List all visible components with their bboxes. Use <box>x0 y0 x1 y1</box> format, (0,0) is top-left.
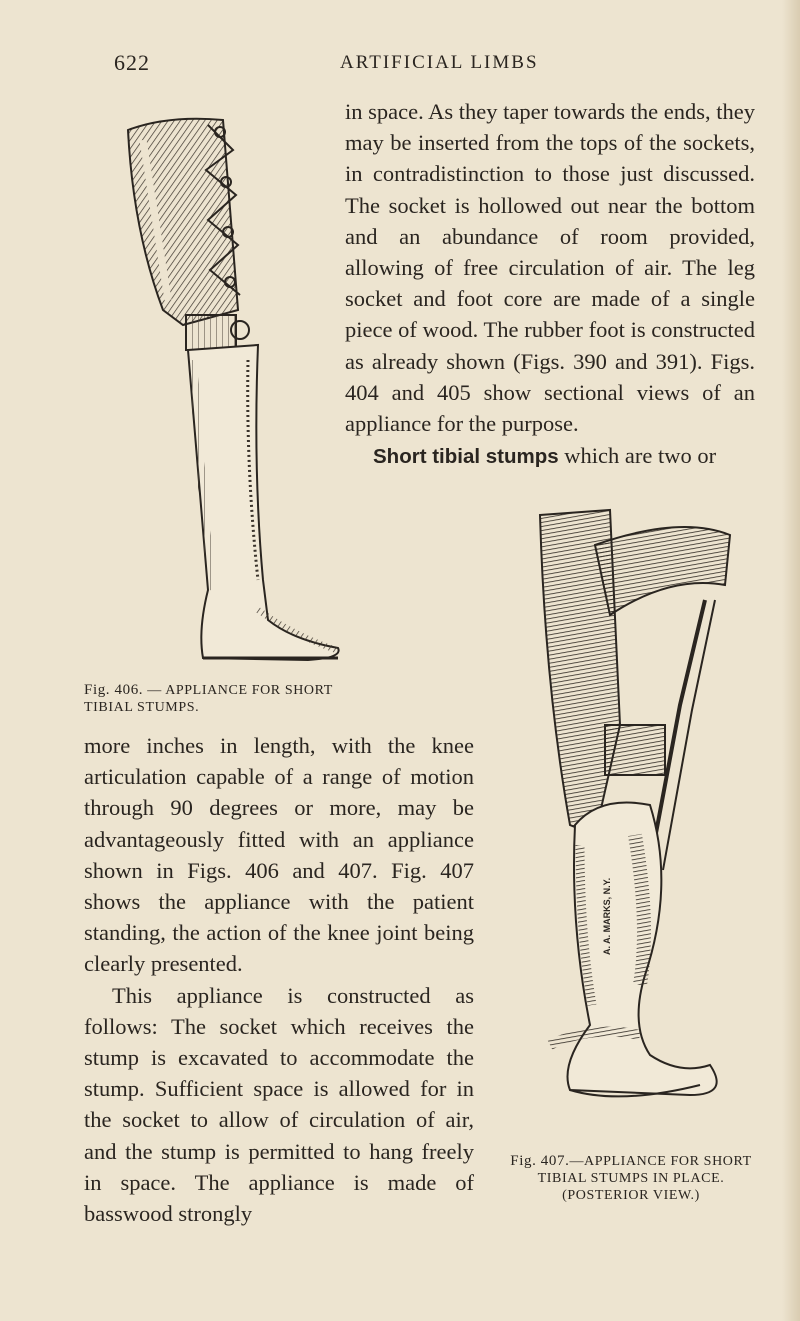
page-number: 622 <box>114 50 150 75</box>
paragraph-3: more inches in length, with the knee articulation capable of a range of motion through 90 degrees or more, may be advantageously fitted with an appliance shown in Figs. 406 and 407. Fig. 407 shows the appliance with the patient standing, the action of the knee joint being clearly presented. <box>84 733 474 977</box>
figure-406-caption-text: — APPLIANCE FOR SHORT TIBIAL STUMPS. <box>84 683 333 715</box>
figure-407-label: Fig. 407. <box>510 1153 570 1169</box>
paragraph-2 <box>345 440 755 472</box>
book-title: ARTIFICIAL LIMBS <box>340 52 539 73</box>
figure-407-caption <box>497 1153 765 1204</box>
figure-406-illustration <box>108 110 348 670</box>
figure-407-illustration <box>500 505 800 1105</box>
paragraph-lead-in: Short tibial stumps <box>373 445 559 468</box>
figure-407-caption-text: —APPLIANCE FOR SHORT TIBIAL STUMPS IN PLACE. (POSTERIOR VIEW.) <box>537 1154 752 1203</box>
paragraph-3-block <box>84 730 474 1229</box>
paragraph-1: in space. As they taper towards the ends, they may be inserted from the tops of the sockets, in contradistinction to those just discussed. The socket is hollowed out near the bottom and an abundance of room provided, allowing of free circulation of air. The leg socket and foot core are made of a single piece of wood. The rubber foot is constructed as already shown (Figs. 390 and 391). Figs. 404 and 405 show sectional views of an appliance for the purpose. <box>345 99 755 437</box>
running-head <box>0 50 800 80</box>
figure-406-label: Fig. 406. <box>84 682 144 698</box>
paragraph-2-text: which are two or <box>558 443 717 468</box>
paragraph-4: This appliance is constructed as follows: The socket which receives the stump is excavated to accommodate the stump. Sufficient space is allowed for in the socket to allow of circulation of air, and the stump is permitted to hang freely in space. The appliance is made of basswood strongly <box>84 982 474 1227</box>
figure-406-caption <box>84 682 344 716</box>
engraver-mark: A. A. MARKS, N.Y. <box>602 877 612 955</box>
